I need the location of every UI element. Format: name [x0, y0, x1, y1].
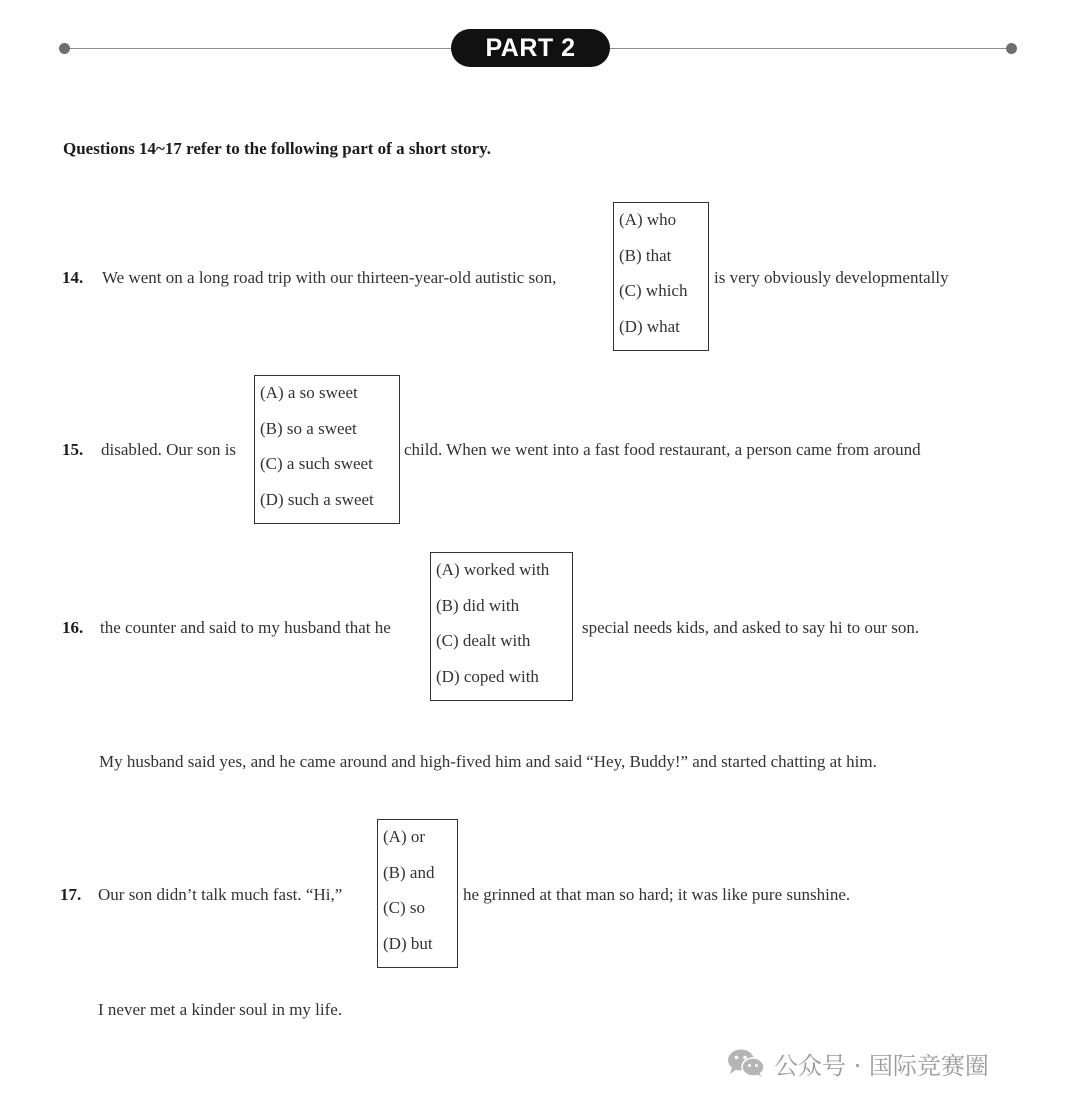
- question-16-choice-b[interactable]: (B) did with: [436, 595, 520, 615]
- header-dot-right: [1006, 43, 1017, 54]
- question-16-choice-d[interactable]: (D) coped with: [436, 666, 539, 686]
- question-15-choice-b[interactable]: (B) so a sweet: [260, 418, 357, 438]
- question-16-text-after: special needs kids, and asked to say hi to our son.: [582, 618, 920, 637]
- question-15-choices-box: [254, 375, 400, 524]
- question-15-text-after: child. When we went into a fast food restaurant, a person came from around: [404, 440, 921, 459]
- question-number-16: 16.: [62, 618, 84, 637]
- question-14-text-before: We went on a long road trip with our thirteen-year-old autistic son,: [102, 268, 557, 287]
- question-15-choice-d[interactable]: (D) such a sweet: [260, 489, 374, 509]
- question-14-choice-b[interactable]: (B) that: [619, 245, 672, 265]
- question-17-choice-d[interactable]: (D) but: [383, 933, 433, 953]
- question-16-text-before: the counter and said to my husband that he: [100, 618, 391, 637]
- question-number-14: 14.: [62, 268, 84, 287]
- question-16-choice-c[interactable]: (C) dealt with: [436, 631, 531, 650]
- question-16-choice-a[interactable]: (A) worked with: [436, 560, 550, 579]
- story-paragraph-2: I never met a kinder soul in my life.: [98, 1000, 343, 1019]
- watermark: [726, 1046, 989, 1080]
- question-15-choice-a[interactable]: (A) a so sweet: [260, 383, 358, 402]
- instruction-text: Questions 14~17 refer to the following part of a short story.: [63, 139, 491, 158]
- header-dot-left: [59, 43, 70, 54]
- question-17-text-before: Our son didn’t talk much fast. “Hi,”: [98, 885, 343, 904]
- wechat-icon: [726, 1048, 766, 1078]
- question-17-choice-a[interactable]: (A) or: [383, 827, 426, 846]
- question-14-choice-d[interactable]: (D) what: [619, 316, 680, 336]
- part-badge: PART 2: [451, 29, 610, 67]
- question-number-15: 15.: [62, 440, 84, 459]
- question-14-choice-c[interactable]: (C) which: [619, 281, 688, 300]
- question-15-text-before: disabled. Our son is: [101, 440, 237, 459]
- question-14-choice-a[interactable]: (A) who: [619, 210, 677, 229]
- question-17-choices-box: [377, 819, 458, 968]
- watermark-text: 公众号 · 国际竞赛圈: [774, 1051, 989, 1080]
- question-17-choice-c[interactable]: (C) so: [383, 898, 426, 917]
- question-17-text-after: he grinned at that man so hard; it was like pure sunshine.: [463, 885, 851, 904]
- story-paragraph-1: My husband said yes, and he came around and high-fived him and said “Hey, Buddy!” and started chatting at him.: [99, 752, 877, 771]
- question-14-text-after: is very obviously developmentally: [714, 268, 949, 287]
- question-number-17: 17.: [60, 885, 82, 904]
- question-15-choice-c[interactable]: (C) a such sweet: [260, 454, 373, 473]
- question-17-choice-b[interactable]: (B) and: [383, 862, 435, 882]
- question-14-choices-box: [613, 202, 709, 351]
- question-16-choices-box: [430, 552, 573, 701]
